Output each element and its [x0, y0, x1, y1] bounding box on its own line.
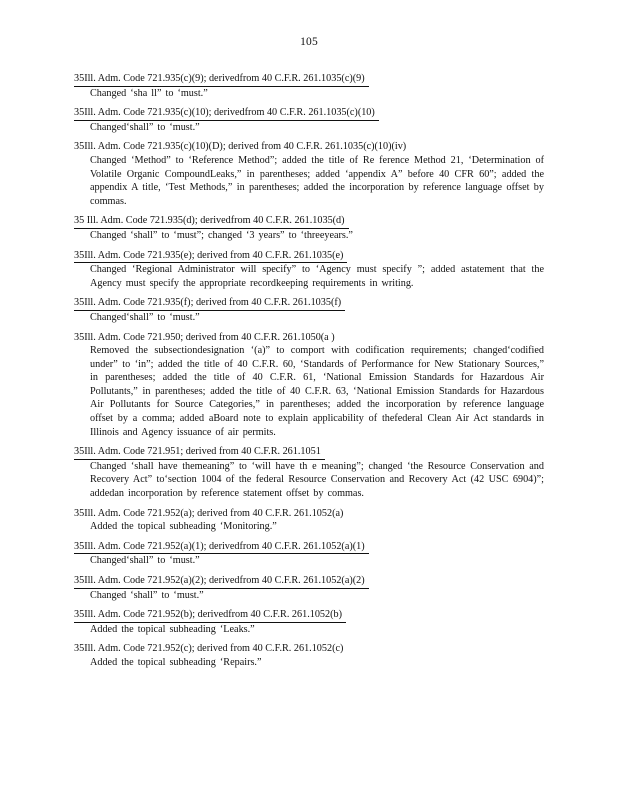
amendment-entry	[74, 574, 544, 602]
entry-change-note: Changed‘shall” to ‘must.”	[90, 555, 200, 567]
entry-citation: 35Ill. Adm. Code 721.935(e); derived from 40 C.F.R. 261.1035(e)	[74, 249, 347, 264]
entry-citation: 35Ill. Adm. Code 721.952(a)(2); derivedfrom 40 C.F.R. 261.1052(a)(2)	[74, 574, 369, 589]
amendment-entry	[74, 296, 544, 324]
entry-change-note: Changed ‘shall have themeaning” to ‘will have th e meaning”; changed ‘the Resource Conservation and Recovery Act” to‘section 1004 of the federal Resource Conservation and Recovery Act (42 USC 6904)”; addedan incorporation by reference statement offset by commas.	[90, 460, 544, 500]
page-number: 105	[300, 36, 318, 48]
amendment-entry	[74, 72, 544, 100]
entry-change-note: Added the topical subheading ‘Leaks.”	[90, 623, 255, 635]
entry-change-note: Added the topical subheading ‘Monitoring.”	[90, 521, 277, 533]
entry-change-note: Changed ‘shall” to ‘must”; changed ‘3 years” to ‘threeyears.”	[90, 229, 353, 241]
amendment-entry	[74, 140, 544, 208]
entry-change-note: Changed ‘Regional Administrator will specify” to ‘Agency must specify ”; added astatement that the Agency must specify the appropriate recordkeeping requirements in writing.	[90, 264, 544, 289]
amendment-entries-list	[74, 72, 544, 676]
entry-change-note: Removed the subsectiondesignation ‘(a)” to comport with codification requirements; changed‘codified under” to ‘in”; added the title of 40 C.F.R. 60, ‘Standards of Performance for New Stationary Sources,” in parentheses; added the title of 40 C.F.R. 61, ‘National Emission Standards for Hazardous Air Pollutants,” in parentheses; added the title of 40 C.F.R. 63, ‘National Emission Standards for Hazardous Air Pollutants for Source Categories,” in parentheses; added the incorporation by reference language offset by a comma; added aBoard note to explain applicability of thefederal Clean Air Act standards in Illinois and Agency issuance of air permits.	[90, 345, 544, 438]
entry-citation: 35Ill. Adm. Code 721.952(a)(1); derivedfrom 40 C.F.R. 261.1052(a)(1)	[74, 540, 369, 555]
amendment-entry	[74, 106, 544, 134]
entry-change-note: Changed‘shall” to ‘must.”	[90, 311, 200, 323]
entry-citation: 35Ill. Adm. Code 721.935(f); derived from 40 C.F.R. 261.1035(f)	[74, 296, 345, 311]
entry-citation: 35Ill. Adm. Code 721.950; derived from 40 C.F.R. 261.1050(a )	[74, 331, 335, 343]
entry-change-note: Changed‘shall” to ‘must.”	[90, 121, 200, 133]
entry-citation: 35Ill. Adm. Code 721.935(c)(10)(D); derived from 40 C.F.R. 261.1035(c)(10)(iv)	[74, 141, 407, 153]
entry-change-note: Changed ‘Method” to ‘Reference Method”; added the title of Re ference Method 21, ‘Determination of Volatile Organic CompoundLeaks,” in parentheses; added ‘appendix A” before 40 CFR 60”; added the appendix A title, ‘Test Methods,” in parentheses; added the incorporation by reference language offset by commas.	[90, 154, 544, 207]
amendment-entry	[74, 214, 544, 242]
amendment-entry	[74, 642, 544, 669]
entry-citation: 35Ill. Adm. Code 721.952(b); derivedfrom 40 C.F.R. 261.1052(b)	[74, 608, 346, 623]
amendment-entry	[74, 331, 544, 440]
entry-change-note: Added the topical subheading ‘Repairs.”	[90, 656, 262, 668]
amendment-entry	[74, 608, 544, 636]
entry-citation: 35Ill. Adm. Code 721.935(c)(10); derivedfrom 40 C.F.R. 261.1035(c)(10)	[74, 106, 379, 121]
entry-citation: 35Ill. Adm. Code 721.935(c)(9); derivedfrom 40 C.F.R. 261.1035(c)(9)	[74, 72, 369, 87]
entry-change-note: Changed ‘shall” to ‘must.”	[90, 589, 204, 601]
amendment-entry	[74, 507, 544, 534]
amendment-entry	[74, 249, 544, 291]
entry-citation: 35Ill. Adm. Code 721.952(c); derived from 40 C.F.R. 261.1052(c)	[74, 643, 344, 655]
amendment-entry	[74, 445, 544, 500]
entry-citation: 35Ill. Adm. Code 721.952(a); derived from 40 C.F.R. 261.1052(a)	[74, 507, 344, 519]
entry-change-note: Changed ‘sha ll” to ‘must.”	[90, 87, 208, 99]
amendment-entry	[74, 540, 544, 568]
entry-citation: 35Ill. Adm. Code 721.951; derived from 40 C.F.R. 261.1051	[74, 445, 325, 460]
entry-citation: 35 Ill. Adm. Code 721.935(d); derivedfrom 40 C.F.R. 261.1035(d)	[74, 214, 349, 229]
